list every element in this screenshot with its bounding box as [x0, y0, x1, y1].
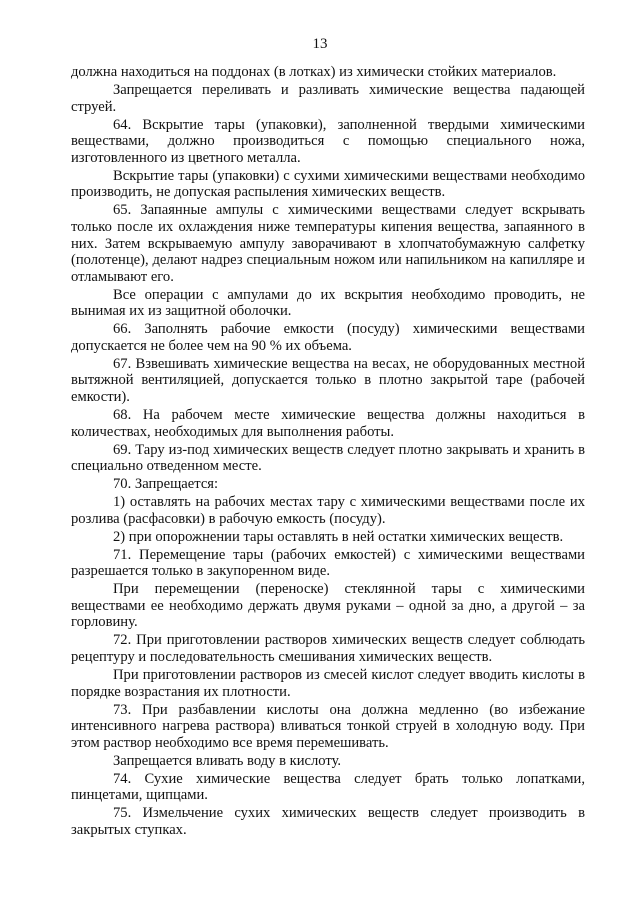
paragraph-item-74: 74. Сухие химические вещества следует брать только лопатками, пинцетами, щипцами.	[71, 770, 585, 804]
paragraph: Запрещается вливать воду в кислоту.	[113, 752, 342, 769]
paragraph-continuation: должна находиться на поддонах (в лотках) из химически стойких материалов.	[71, 64, 557, 80]
paragraph: При приготовлении растворов из смесей кислот следует вводить кислоты в порядке возрастания их плотности.	[71, 667, 585, 700]
paragraph-item-70: 70. Запрещается:	[113, 476, 219, 493]
paragraph-item-64: 64. Вскрытие тары (упаковки), заполненной твердыми химическими веществами, должно производиться с помощью специального ножа, изготовленного из цветного металла.	[71, 116, 585, 166]
paragraph-item-72: 72. При приготовлении растворов химических веществ следует соблюдать рецептуру и последовательность смешивания химических веществ.	[71, 632, 585, 666]
paragraph: Все операции с ампулами до их вскрытия необходимо проводить, не вынимая их из защитной оболочки.	[71, 286, 585, 320]
page-number: 13	[312, 36, 328, 52]
paragraph-item-68: 68. На рабочем месте химические вещества должны находиться в количествах, необходимых для выполнения работы.	[71, 407, 585, 440]
paragraph: При перемещении (переноске) стеклянной тары с химическими веществами ее необходимо держать двумя руками – одной за дно, а другой – за горловину.	[71, 581, 585, 631]
paragraph-subitem-1: 1) оставлять на рабочих местах тару с химическими веществами после их розлива (расфасовки) в рабочую емкость (посуду).	[71, 494, 585, 527]
paragraph-item-75: 75. Измельчение сухих химических веществ следует производить в закрытых ступках.	[71, 805, 585, 838]
paragraph-item-65: 65. Запаянные ампулы с химическими веществами следует вскрывать только после их охлаждения ниже температуры кипения вещества, запаянного в них. Затем вскрываемую ампулу заворачивают в хлопчатобумажную салфетку (полотенце), делают надрез специальным ножом или напильником на капилляре и отламывают его.	[71, 202, 585, 285]
paragraph: Запрещается переливать и разливать химические вещества падающей струей.	[71, 81, 585, 115]
document-body	[71, 64, 585, 840]
paragraph-item-73: 73. При разбавлении кислоты она должна медленно (во избежание интенсивного нагрева раствора) вливаться тонкой струей в холодную воду. При этом раствор необходимо все время перемешивать.	[71, 701, 585, 751]
paragraph-item-67: 67. Взвешивать химические вещества на весах, не оборудованных местной вытяжной вентиляцией, допускается только в плотно закрытой таре (рабочей емкости).	[71, 355, 585, 406]
paragraph: Вскрытие тары (упаковки) с сухими химическими веществами необходимо производить, не допуская распыления химических веществ.	[71, 167, 585, 201]
paragraph-item-66: 66. Заполнять рабочие емкости (посуду) химическими веществами допускается не более чем на 90 % их объема.	[71, 321, 585, 354]
paragraph-item-69: 69. Тару из-под химических веществ следует плотно закрывать и хранить в специально отведенном месте.	[71, 441, 585, 475]
paragraph-item-71: 71. Перемещение тары (рабочих емкостей) с химическими веществами разрешается только в закупоренном виде.	[71, 546, 585, 580]
paragraph-subitem-2: 2) при опорожнении тары оставлять в ней остатки химических веществ.	[113, 528, 564, 545]
